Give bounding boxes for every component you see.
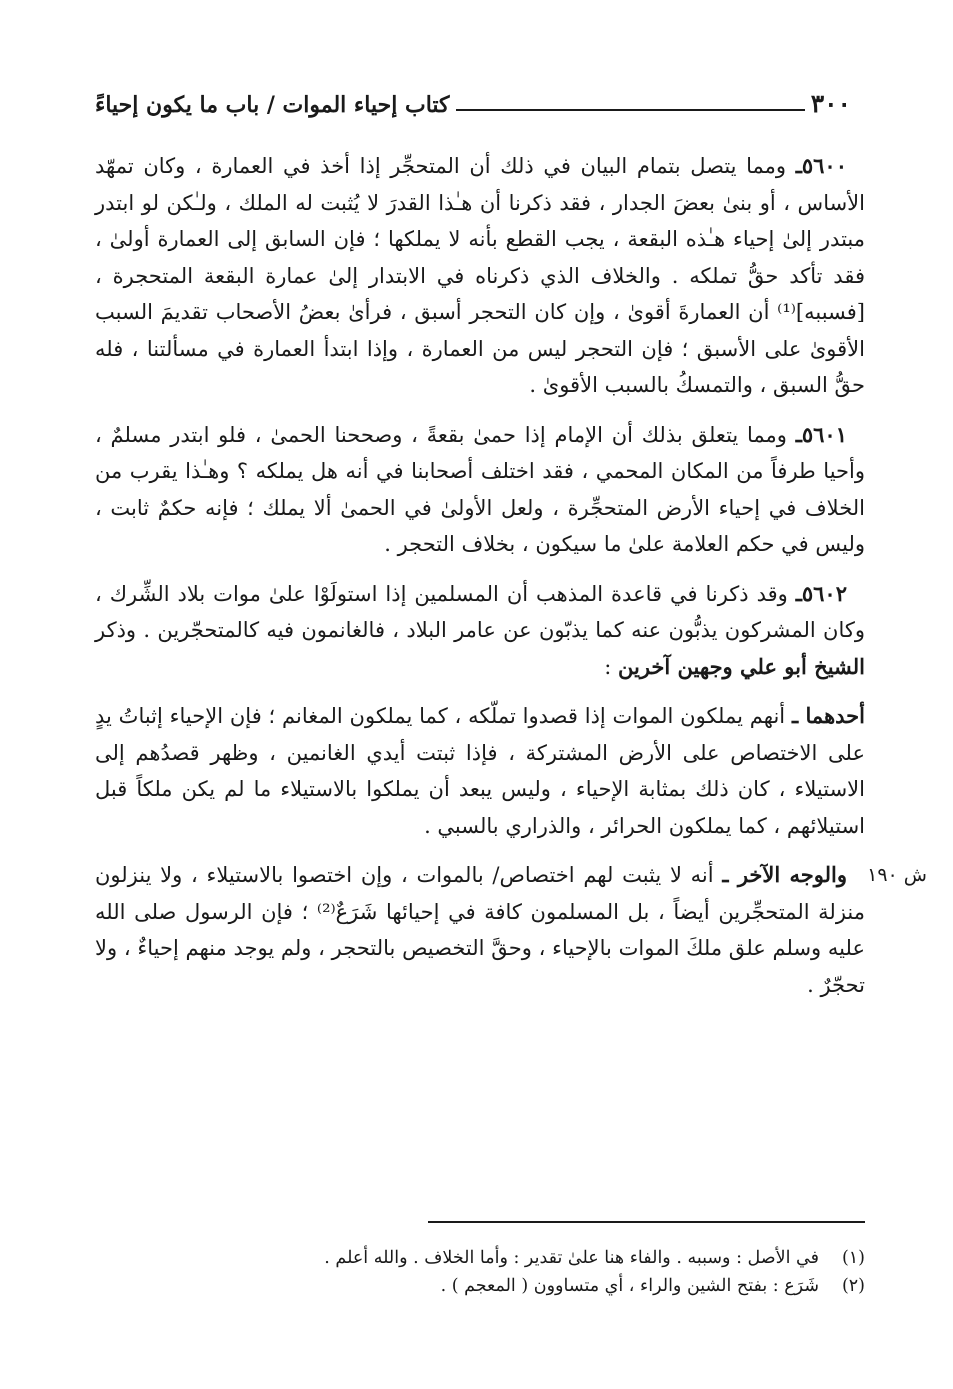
header-rule xyxy=(456,109,805,111)
footnote-number: (١) xyxy=(841,1248,865,1268)
paragraph-number: ٥٦٠٢ـ xyxy=(795,580,847,606)
paragraph-first-face xyxy=(95,698,865,844)
main-text xyxy=(95,148,927,1016)
paragraph-number: ٥٦٠١ـ xyxy=(795,421,847,447)
paragraph-text-end: : xyxy=(604,654,619,679)
footnote xyxy=(95,1272,865,1300)
paragraph-5602 xyxy=(95,576,865,686)
paragraph-text: ومما يتصل بتمام البيان في ذلك أن المتحجِّر إذا أخذ في العمارة ، وكان تمهّد الأساس ، أو بنىٰ بعضَ الجدار ، فقد ذكرنا أن هـٰذا القدرَ لا يُثبت له الملك ، ولـٰكن لو ابتدر مبتدر إلىٰ إحياء هـٰذه البقعة ، يجب القطع بأنه لا يملكها ؛ فإن السابق إلى العمارة أولىٰ ، فقد تأكد حقُّ تملكه . والخلاف الذي ذكرناه في الابتدار إلىٰ عمارة البقعة المتحجرة ، [فسببه]⁽¹⁾ أن العمارةَ أقوىٰ ، وإن كان التحجر أسبق ، فرأىٰ بعضُ الأصحاب تقديمَ السبب الأقوىٰ على الأسبق ؛ فإن التحجر ليس من العمارة ، وإذا ابتدأ العمارة في مسألتنا ، فله حقُّ السبق ، والتمسكُ بالسبب الأقوىٰ . xyxy=(95,154,865,397)
paragraph-5601 xyxy=(95,417,865,563)
second-face-label: والوجه الآخر ـ xyxy=(722,862,848,887)
footnote-text: شَرَع : بفتح الشين والراء ، أي متساوون ( المعجم ) . xyxy=(440,1276,819,1296)
footnote-separator xyxy=(428,1221,865,1223)
paragraph-text: ومما يتعلق بذلك أن الإمام إذا حمىٰ بقعةً ، وصححنا الحمىٰ ، فلو ابتدر مسلمٌ ، وأحيا طرفاً من المكان المحمي ، فقد اختلف أصحابنا في أنه هل يملكه ؟ وهـٰذا يقرب من الخلاف في إحياء الأرض المتحجِّرة ، ولعل الأولىٰ في الحمىٰ ألا يملك ؛ فإنه حكمٌ ثابت ، وليس في حكم العلامة علىٰ ما سيكون ، بخلاف التحجر . xyxy=(95,422,865,556)
paragraph-text: وقد ذكرنا في قاعدة المذهب أن المسلمين إذا استولَوْا علىٰ موات بلاد الشِّرك ، وكان المشركون يذبُّون عنه كما يذبّون عن عامر البلاد ، فالغانمون فيه كالمتحجّرين . وذكر xyxy=(95,581,865,642)
running-title: كتاب إحياء الموات / باب ما يكون إحياءً xyxy=(95,92,450,118)
second-face-text: أنه لا يثبت لهم اختصاص/ بالموات ، وإن اختصوا بالاستيلاء ، ولا ينزلون منزلة المتحجِّرين أيضاً ، بل المسلمون كافة في إحيائها شَرَعٌ⁽²⁾ ؛ فإن الرسول صلى الله عليه وسلم علق ملكَ الموات بالإحياء ، وحقَّ التخصيص بالتحجر ، ولم يوجد منهم إحياءٌ ، ولا تحجّرٌ . xyxy=(95,863,866,997)
footnote-text: في الأصل : وسببه . والفاء هنا علىٰ تقدير : وأما الخلاف . والله أعلم . xyxy=(324,1248,819,1268)
first-face-text: أنهم يملكون الموات إذا قصدوا تملّكه ، كما يملكون المغانم ؛ فإن الإحياء إثباتُ يدٍ على الاختصاص على الأرض المشتركة ، فإذا ثبتت أيدي الغانمين ، وظهر قصدُهم إلى الاستيلاء ، كان ذلك بمثابة الإحياء ، وليس يبعد أن يملكوا بالاستيلاء ما لم يكن ملكاً قبل استيلائهم ، كما يملكون الحرائر ، والذراري بالسبي . xyxy=(95,704,865,838)
page-number: ٣٠٠ xyxy=(810,89,851,118)
footnote xyxy=(95,1244,865,1272)
paragraph-second-face xyxy=(95,857,927,1003)
scholar-name: الشيخ أبو علي وجهين آخرين xyxy=(618,653,865,679)
first-face-label: أحدهما ـ xyxy=(791,703,865,728)
paragraph-5600 xyxy=(95,148,865,404)
running-header xyxy=(95,78,851,118)
footnotes xyxy=(95,1244,865,1300)
manuscript-folio-note: ش ١٩٠ xyxy=(867,864,927,886)
paragraph-number: ٥٦٠٠ـ xyxy=(795,153,847,178)
footnote-number: (٢) xyxy=(841,1276,865,1296)
